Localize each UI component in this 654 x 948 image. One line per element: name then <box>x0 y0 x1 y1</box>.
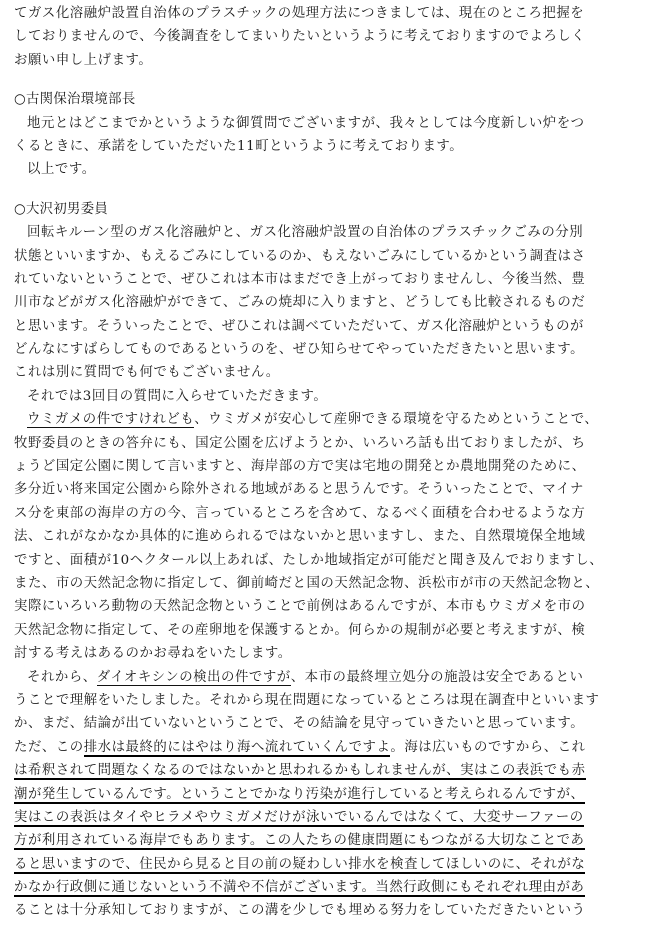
text-run: 、ウミガメが安心して産卵できる環境を守るためということで、 <box>194 412 599 428</box>
paragraph-committee-member <box>14 221 640 923</box>
text-line: 多分近い将来国定公園から除外される地域があると思うんです。そういったことで、マイナ <box>14 482 584 498</box>
text-line: てガス化溶融炉設置自治体のプラスチックの処理方法につきましては、現在のところ把握を <box>14 6 585 21</box>
text-run: それから、 <box>27 669 97 685</box>
text-line: れていないということで、ぜひこれは本市はまだでき上がっておりませんし、今後当然、豊 <box>14 271 586 287</box>
text-line: うことで理解をいたしました。それから現在問題になっているところは現在調査中といいます <box>14 692 600 708</box>
text-line: ょうど国定公園に関して言いますと、海岸部の方で実は宅地の開発とか農地開発のために、 <box>14 459 586 475</box>
text-line <box>14 408 640 431</box>
underlined-phrase: 方が利用されている海岸でもあります。この人たちの健康問題にもつながる大切なことであ <box>14 833 585 849</box>
text-line: くるときに、承諾をしていただいた11町というように考えております。 <box>14 138 464 154</box>
paragraph-continued-answer <box>14 2 640 72</box>
text-line: それでは3回目の質問に入らせていただきます。 <box>27 388 328 404</box>
text-line: また、市の天然記念物に指定して、御前崎だと国の天然記念物、浜松市が市の天然記念物と、 <box>14 575 600 591</box>
text-line <box>14 853 640 876</box>
text-line: 牧野委員のときの答弁にも、国定公園を広げようとか、いろいろ話も出ておりましたが、ち <box>14 435 586 451</box>
text-line: 実際にいろいろ動物の天然記念物ということで前例はあるんですが、本市もウミガメを市の <box>14 599 586 615</box>
underlined-phrase: 潮が発生しているんです。ということでかなり汚染が進行していると考えられるんですが、 <box>14 786 585 802</box>
speaker-heading: ○古関保治環境部長 <box>14 92 136 108</box>
text-line <box>14 876 640 899</box>
speaker-heading: ○大沢初男委員 <box>14 201 109 217</box>
text-run: 、本市の最終埋立処分の施設は安全であるとい <box>290 669 584 685</box>
text-line: ですと、面積が10ヘクタール以上あれば、たしか地域指定が可能だと聞き及んでおりますし、 <box>14 552 604 568</box>
text-line <box>14 736 640 759</box>
underlined-phrase: は希釈されて問題なくなるのではないかと思われるかもしれませんが、実はこの表浜でも赤 <box>14 763 586 779</box>
underlined-phrase: 実はこの表浜はタイやヒラメやウミガメだけが泳いでいるんではなくて、大変サーファーの <box>14 809 584 825</box>
text-line: 川市などがガス化溶融炉ができて、ごみの焼却に入りますと、どうしても比較されるものだ <box>14 295 586 311</box>
underlined-phrase: ダイオキシンの検出の件ですが <box>96 669 291 685</box>
text-line: 状態といいますか、もえるごみにしているのか、もえないごみにしているかという調査はさ <box>14 248 586 264</box>
text-line: これは別に質問でも何でもございません。 <box>14 365 280 381</box>
text-line: 以上です。 <box>27 162 96 178</box>
text-line: 法、これがなかなか具体的に進められるではないかと思いますし、また、自然環境保全地域 <box>14 529 586 545</box>
text-run: ただ、この <box>14 739 84 755</box>
text-line: 回転キルーン型のガス化溶融炉と、ガス化溶融炉設置の自治体のプラスチックごみの分別 <box>27 225 584 241</box>
text-line: 天然記念物に指定して、その産卵地を保護するとか。何らかの規制が必要と考えますが、検 <box>14 622 586 638</box>
text-line: ス分を東部の海岸の方の今、言っているところを含めて、なるべく面積を合わせるような方 <box>14 505 586 521</box>
underlined-phrase: ウミガメの件ですけれども <box>27 412 195 428</box>
text-line <box>14 806 640 829</box>
text-line: か、まだ、結論が出ていないということで、その結論を見守っていきたいと思っています。 <box>14 716 585 732</box>
text-line <box>14 759 640 782</box>
text-line <box>14 666 640 689</box>
paragraph-environment-director <box>14 112 640 182</box>
text-line: しておりませんので、今後調査をしてまいりたいというように考えておりますのでよろしく <box>14 29 586 45</box>
text-line: お願い申し上げます。 <box>14 52 153 68</box>
text-line <box>14 783 640 806</box>
text-line: 討する考えはあるのかお尋ねをいたします。 <box>14 646 292 662</box>
text-line: ることは十分承知しておりますが、この溝を少しでも埋める努力をしていただきたいという <box>14 903 586 919</box>
text-line: と思います。そういったことで、ぜひこれは調べていただいて、ガス化溶融炉というものが <box>14 318 584 334</box>
underlined-phrase: 排水は最終的にはやはり海へ流れていくんですよ <box>83 739 391 755</box>
text-line: 地元とはどこまでかというような御質問でございますが、我々としては今度新しい炉をつ <box>27 115 585 131</box>
text-line: どんなにすばらしてものであるというのを、ぜひ知らせてやっていただきたいと思います。 <box>14 342 585 358</box>
text-line <box>14 829 640 852</box>
text-run: 。海は広いものですから、これ <box>390 739 586 755</box>
underlined-phrase: かなか行政側に通じないという不満や不信がございます。当然行政側にもそれぞれ理由があ <box>14 880 585 896</box>
underlined-phrase: ると思いますので、住民から見ると目の前の疑わしい排水を検査してほしいのに、それがな <box>14 856 586 872</box>
